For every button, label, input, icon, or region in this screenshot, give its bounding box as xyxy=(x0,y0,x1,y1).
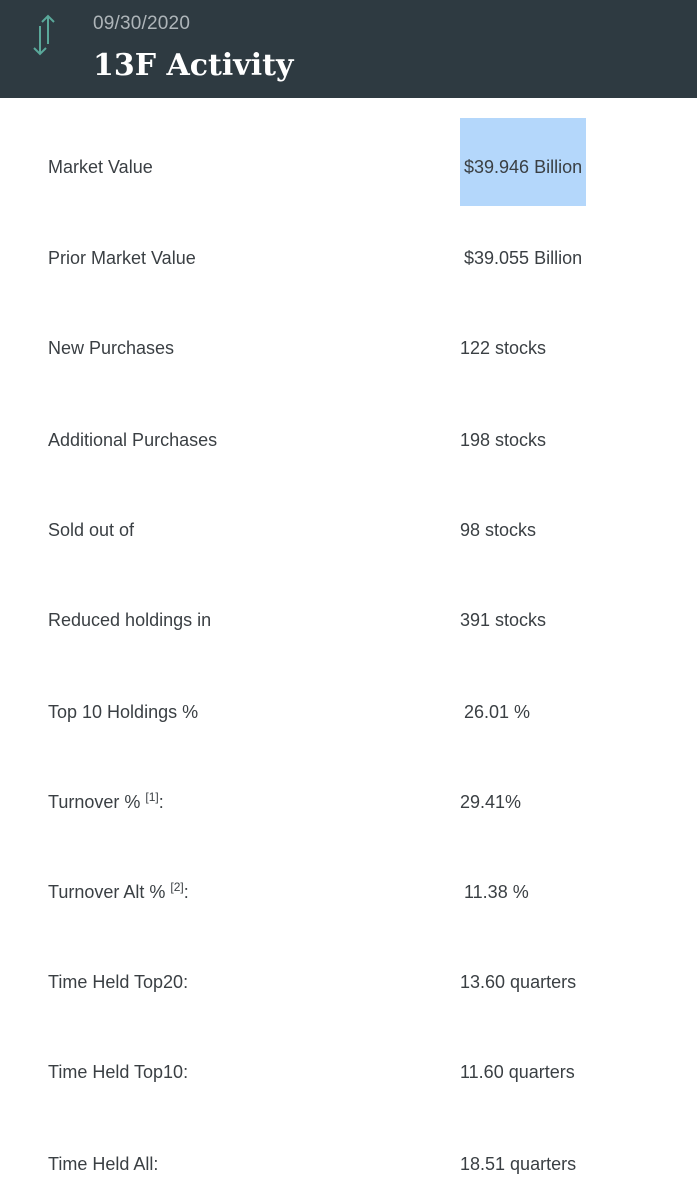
row-additional-purchases xyxy=(0,422,697,462)
page-title: 13F Activity xyxy=(93,48,294,83)
row-value: 198 stocks xyxy=(460,430,547,450)
row-value: 26.01 % xyxy=(464,702,531,722)
row-label xyxy=(48,882,189,903)
row-top10-holdings xyxy=(0,694,697,734)
footnote-link[interactable]: [2] xyxy=(170,880,184,894)
row-label: Sold out of xyxy=(48,520,135,540)
row-value: 13.60 quarters xyxy=(460,972,577,992)
header-bar xyxy=(0,0,697,98)
report-date: 09/30/2020 xyxy=(93,13,191,34)
row-time-held-top10 xyxy=(0,1054,697,1094)
label-text: Turnover % xyxy=(48,792,141,812)
label-suffix: : xyxy=(183,882,189,902)
row-value[interactable]: $39.946 Billion xyxy=(464,157,583,177)
row-value: 98 stocks xyxy=(460,520,537,540)
row-value: 122 stocks xyxy=(460,338,547,358)
row-label: Prior Market Value xyxy=(48,248,196,268)
label-text: Turnover Alt % xyxy=(48,882,166,902)
row-label: New Purchases xyxy=(48,338,175,358)
row-time-held-all xyxy=(0,1146,697,1186)
row-new-purchases xyxy=(0,330,697,370)
row-value: 391 stocks xyxy=(460,610,547,630)
sort-arrows-icon[interactable] xyxy=(30,14,58,56)
row-label: Time Held Top20: xyxy=(48,972,189,992)
row-label: Reduced holdings in xyxy=(48,610,212,630)
row-value: 11.60 quarters xyxy=(460,1062,575,1082)
row-label xyxy=(48,792,164,813)
row-turnover-alt xyxy=(0,874,697,914)
row-time-held-top20 xyxy=(0,964,697,1004)
row-value: 18.51 quarters xyxy=(460,1154,577,1174)
row-prior-market-value xyxy=(0,240,697,280)
label-suffix: : xyxy=(158,792,164,812)
row-sold-out-of xyxy=(0,512,697,552)
row-value: 11.38 % xyxy=(464,882,529,902)
row-label: Time Held Top10: xyxy=(48,1062,189,1082)
row-value: $39.055 Billion xyxy=(464,248,583,268)
row-label: Time Held All: xyxy=(48,1154,159,1174)
row-market-value xyxy=(0,149,697,189)
row-label: Top 10 Holdings % xyxy=(48,702,199,722)
row-value: 29.41% xyxy=(460,792,522,812)
row-turnover xyxy=(0,784,697,824)
row-label: Market Value xyxy=(48,157,153,177)
footnote-link[interactable]: [1] xyxy=(145,790,159,804)
row-label: Additional Purchases xyxy=(48,430,218,450)
row-reduced-holdings xyxy=(0,602,697,642)
